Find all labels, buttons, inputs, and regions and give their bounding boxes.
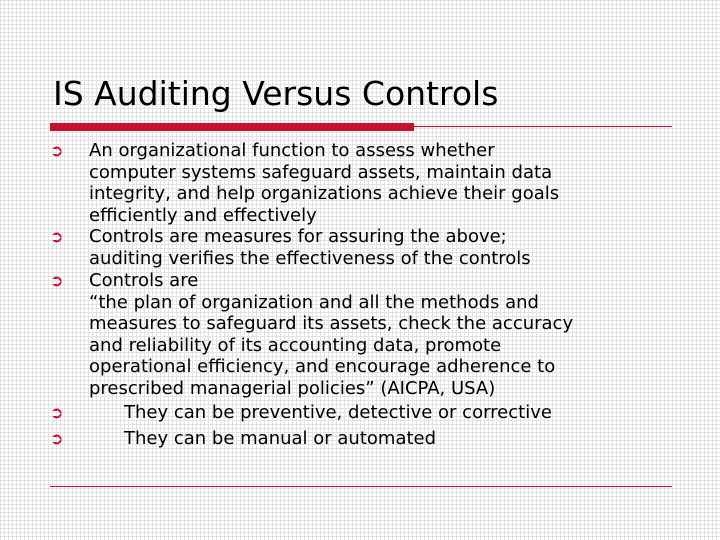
curved-arrow-icon: ➲ <box>50 429 64 448</box>
bullet-line: integrity, and help organizations achieve their goals <box>89 183 560 205</box>
footer-rule <box>50 486 672 487</box>
curved-arrow-icon: ➲ <box>50 271 64 290</box>
bullet-line: efficiently and effectively <box>89 204 317 226</box>
bullet-line: and reliability of its accounting data, promote <box>89 334 502 356</box>
bullet-line: auditing verifies the effectiveness of the controls <box>89 247 531 269</box>
bullet-line: Controls are measures for assuring the above; <box>89 226 507 247</box>
bullet-line: operational efficiency, and encourage adherence to <box>89 356 556 378</box>
bullet-line: measures to safeguard its assets, check the accuracy <box>89 313 574 335</box>
slide-title: IS Auditing Versus Controls <box>53 74 499 113</box>
curved-arrow-icon: ➲ <box>50 227 64 246</box>
bullet-line: “the plan of organization and all the methods and <box>89 291 539 313</box>
bullet-line: prescribed managerial policies” (AICPA, USA) <box>89 377 496 399</box>
curved-arrow-icon: ➲ <box>50 403 64 422</box>
curved-arrow-icon: ➲ <box>50 141 64 160</box>
bullet-line: They can be manual or automated <box>124 428 437 449</box>
bullet-line: Controls are <box>89 270 199 291</box>
bullet-line: An organizational function to assess whether <box>89 140 495 161</box>
bullet-line: They can be preventive, detective or corrective <box>124 402 552 423</box>
bullet-line: computer systems safeguard assets, maintain data <box>89 161 553 183</box>
